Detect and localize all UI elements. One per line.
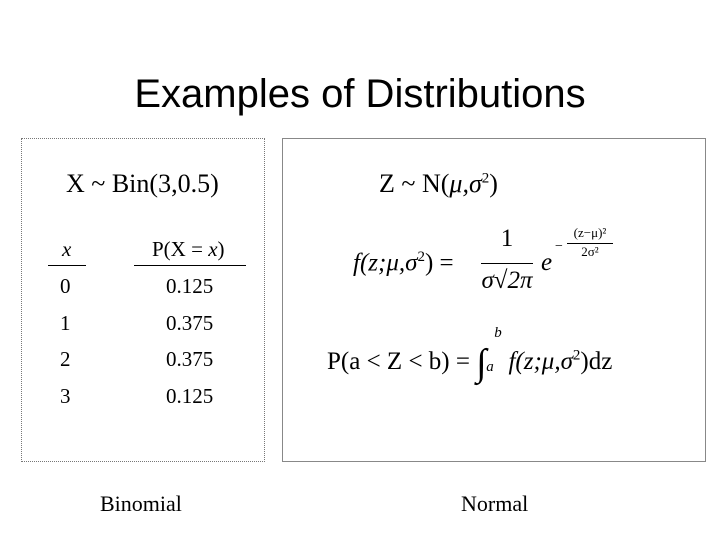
pdf-exp-base: e bbox=[541, 249, 553, 276]
table-cell-probability: 0.375 bbox=[166, 347, 214, 371]
header-underline-probability bbox=[134, 265, 246, 266]
pdf-denominator: σ√2π bbox=[481, 267, 533, 294]
table-cell-x: 0 bbox=[60, 274, 71, 298]
binomial-panel bbox=[21, 138, 265, 462]
header-underline-x bbox=[48, 265, 86, 266]
column-header-probability: P(X = x) bbox=[152, 237, 225, 261]
pdf-exponent-numerator: (z−μ)² bbox=[573, 225, 607, 240]
table-cell-x: 2 bbox=[60, 347, 71, 371]
pdf-exponent-denominator: 2σ² bbox=[581, 244, 599, 259]
cdf-integrand: f(z;μ,σ bbox=[508, 348, 573, 375]
pdf-fraction-bar bbox=[481, 263, 533, 264]
pdf-exponent-sign: − bbox=[555, 239, 563, 254]
table-cell-x: 1 bbox=[60, 311, 71, 335]
binomial-caption: Binomial bbox=[100, 491, 182, 516]
cdf-integral: ∫ b a bbox=[476, 325, 502, 384]
pdf-lhs: $f(z;\mu,\sigma^2)$ = bbox=[353, 249, 454, 277]
normal-panel bbox=[282, 138, 706, 462]
normal-cdf-formula: P(a < Z < b) = ∫ b a $f(z;\mu,\sigma^2)dz$ bbox=[327, 325, 613, 384]
binomial-heading: X ~ Bin(3,0.5) bbox=[66, 169, 219, 198]
table-cell-probability: 0.125 bbox=[166, 274, 214, 298]
cdf-lhs: P(a < Z < b) = bbox=[327, 348, 470, 375]
column-header-x: x bbox=[62, 237, 72, 261]
normal-caption: Normal bbox=[461, 491, 529, 516]
normal-heading: Z ~ $N(\mu,\sigma^2)$ bbox=[379, 169, 498, 198]
table-cell-probability: 0.125 bbox=[166, 384, 214, 408]
slide-title: Examples of Distributions bbox=[134, 72, 586, 116]
cdf-upper-limit: b bbox=[494, 325, 502, 341]
cdf-lower-limit: a bbox=[486, 359, 494, 375]
table-cell-x: 3 bbox=[60, 384, 71, 408]
table-cell-probability: 0.375 bbox=[166, 311, 214, 335]
pdf-numerator: 1 bbox=[500, 225, 514, 252]
